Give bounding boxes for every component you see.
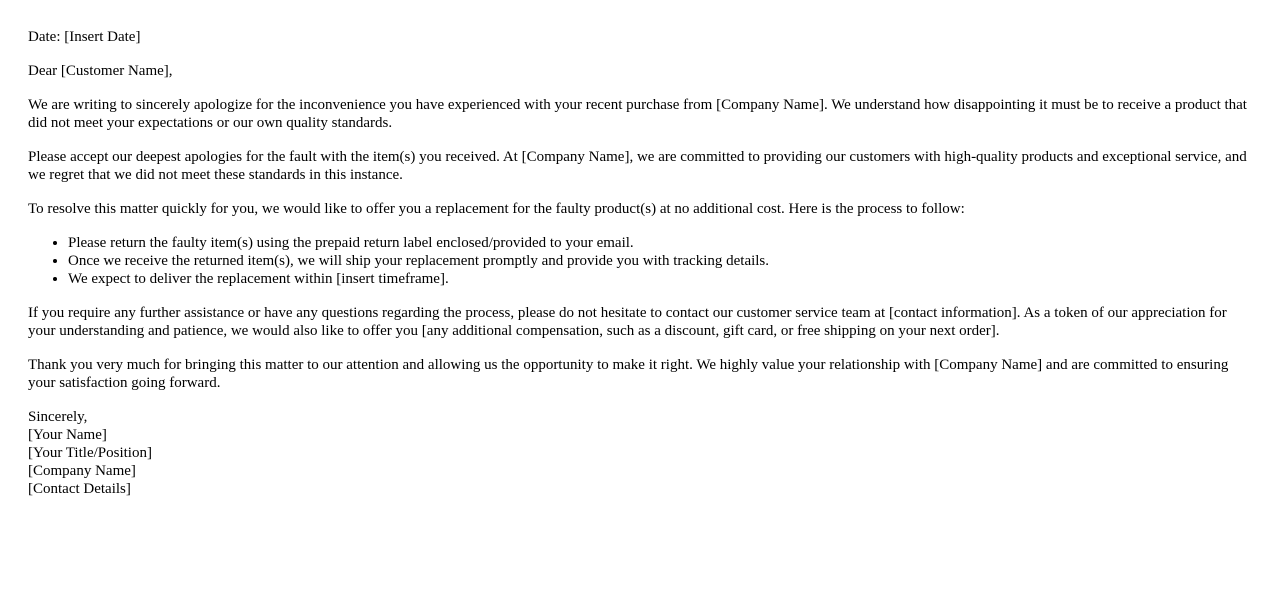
salutation: Dear [Customer Name], [28, 63, 173, 79]
date-line: Date: [Insert Date] [28, 29, 141, 45]
signature-closing: Sincerely, [28, 409, 88, 425]
process-step-deliver: • We expect to deliver the replacement within [insert timeframe]. [68, 270, 1256, 288]
signature-title: [Your Title/Position] [28, 445, 152, 461]
process-step-return: • Please return the faulty item(s) using the prepaid return label enclosed/provided to your email. [68, 234, 1256, 252]
resolution-paragraph: To resolve this matter quickly for you, we would like to offer you a replacement for the faulty product(s) at no additional cost. Here is the process to follow: [28, 201, 965, 217]
thank-you-paragraph: Thank you very much for bringing this matter to our attention and allowing us the opportunity to make it right. We highly value your relationship with [Company Name] and are committed to ensuring your satisfaction going forward. [28, 357, 1229, 391]
process-steps-list [28, 234, 1256, 288]
apology-letter [28, 28, 1256, 498]
assistance-paragraph: If you require any further assistance or have any questions regarding the process, please do not hesitate to contact our customer service team at [contact information]. As a token of our appreciation for your understanding and patience, we would also like to offer you [any additional compensation, such as a discount, gift card, or free shipping on your next order]. [28, 305, 1227, 339]
signature-name: [Your Name] [28, 427, 107, 443]
process-step-ship: • Once we receive the returned item(s), we will ship your replacement promptly and provide you with tracking details. [68, 252, 1256, 270]
signature-block [28, 408, 1256, 498]
commitment-paragraph: Please accept our deepest apologies for the fault with the item(s) you received. At [Company Name], we are committed to providing our customers with high-quality products and exceptional service, and we regret that we did not meet these standards in this instance. [28, 149, 1247, 183]
signature-contact: [Contact Details] [28, 481, 131, 497]
apology-paragraph: We are writing to sincerely apologize for the inconvenience you have experienced with your recent purchase from [Company Name]. We understand how disappointing it must be to receive a product that did not meet your expectations or our own quality standards. [28, 97, 1247, 131]
signature-company: [Company Name] [28, 463, 136, 479]
